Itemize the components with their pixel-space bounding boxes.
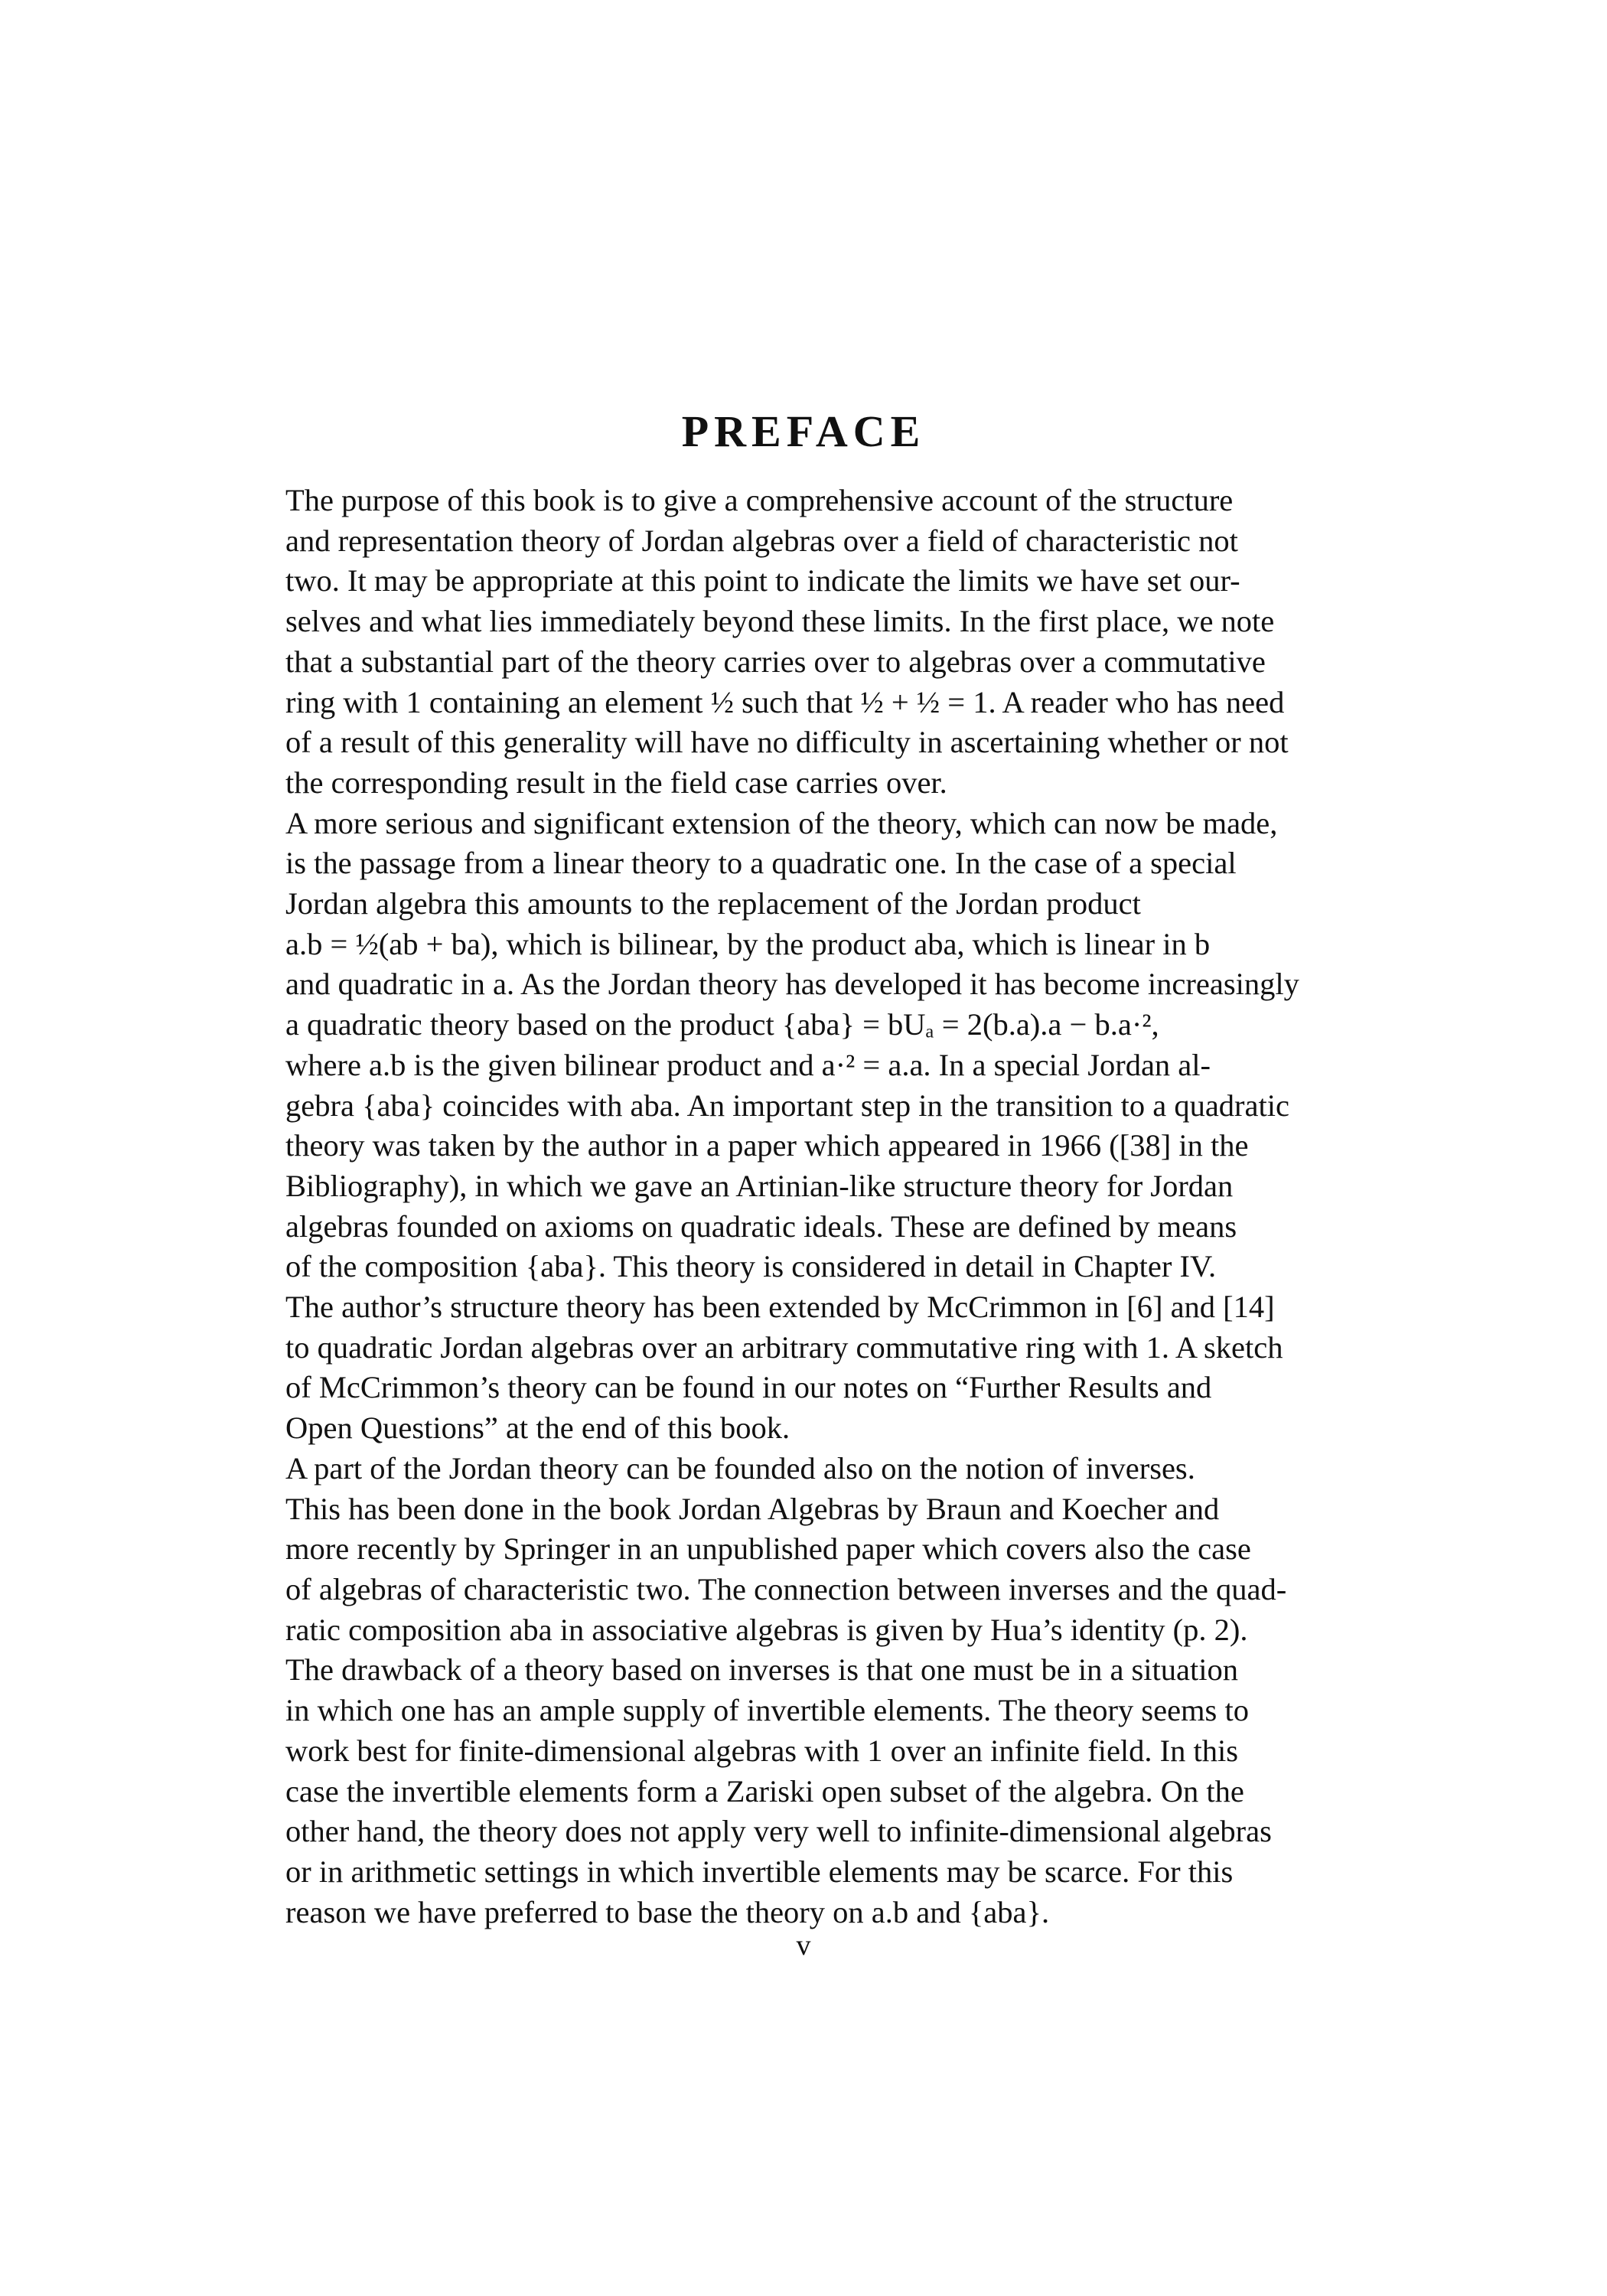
text-line: theory was taken by the author in a paper which appeared in 1966 ([38] in the	[285, 1128, 1249, 1163]
text-line: in which one has an ample supply of invertible elements. The theory seems to	[285, 1693, 1249, 1728]
text-line: The drawback of a theory based on inverses is that one must be in a situation	[285, 1652, 1239, 1688]
text-line: selves and what lies immediately beyond these limits. In the first place, we note	[285, 604, 1275, 639]
text-line: algebras founded on axioms on quadratic ideals. These are defined by means	[285, 1208, 1237, 1244]
text-line: The author’s structure theory has been extended by McCrimmon in [6] and [14]	[285, 1290, 1275, 1325]
text-line: other hand, the theory does not apply very well to infinite-dimensional algebras	[285, 1814, 1272, 1849]
text-line: ring with 1 containing an element ½ such that ½ + ½ = 1. A reader who has need	[285, 684, 1285, 719]
text-line: where a.b is the given bilinear product and a·² = a.a. In a special Jordan al-	[285, 1047, 1211, 1082]
text-line: This has been done in the book Jordan Algebras by Braun and Koecher and	[285, 1491, 1220, 1526]
text-line: The purpose of this book is to give a comprehensive account of the structure	[285, 483, 1234, 517]
text-line: of algebras of characteristic two. The connection between inverses and the quad-	[285, 1571, 1287, 1606]
text-line: Bibliography), in which we gave an Artinian-like structure theory for Jordan	[285, 1168, 1234, 1203]
text-line: two. It may be appropriate at this point to indicate the limits we have set our-	[285, 563, 1240, 598]
text-line: A more serious and significant extension of the theory, which can now be made,	[285, 805, 1278, 840]
text-line: Open Questions” at the end of this book.	[285, 1411, 790, 1446]
text-line: that a substantial part of the theory carries over to algebras over a commutative	[285, 644, 1266, 679]
text-line: of McCrimmon’s theory can be found in our notes on “Further Results and	[285, 1370, 1212, 1405]
text-line: a quadratic theory based on the product {aba} = bUₐ = 2(b.a).a − b.a·²,	[285, 1007, 1159, 1042]
text-line: Jordan algebra this amounts to the replacement of the Jordan product	[285, 886, 1141, 921]
text-line: the corresponding result in the field case carries over.	[285, 765, 947, 800]
paragraph-2	[255, 804, 1354, 1449]
text-line: is the passage from a linear theory to a quadratic one. In the case of a special	[285, 846, 1237, 881]
text-line: ratic composition aba in associative algebras is given by Hua’s identity (p. 2).	[285, 1612, 1248, 1647]
preface-body	[255, 481, 1354, 1932]
text-line: a.b = ½(ab + ba), which is bilinear, by the product aba, which is linear in b	[285, 926, 1211, 961]
text-line: work best for finite-dimensional algebras with 1 over an infinite field. In this	[285, 1733, 1239, 1768]
text-line: A part of the Jordan theory can be founded also on the notion of inverses.	[285, 1450, 1195, 1486]
paragraph-1	[255, 481, 1354, 804]
text-line: of a result of this generality will have no difficulty in ascertaining whether or not	[285, 725, 1289, 760]
text-line: more recently by Springer in an unpublished paper which covers also the case	[285, 1531, 1251, 1567]
text-line: or in arithmetic settings in which invertible elements may be scarce. For this	[285, 1854, 1234, 1889]
text-line: gebra {aba} coincides with aba. An important step in the transition to a quadratic	[285, 1088, 1289, 1123]
text-line: case the invertible elements form a Zariski open subset of the algebra. On the	[285, 1773, 1244, 1808]
text-line: reason we have preferred to base the theory on a.b and {aba}.	[285, 1894, 1050, 1929]
page-title: PREFACE	[681, 406, 926, 456]
paragraph-3	[255, 1449, 1354, 1932]
text-line: and representation theory of Jordan algebras over a field of characteristic not	[285, 523, 1238, 558]
text-line: to quadratic Jordan algebras over an arbitrary commutative ring with 1. A sketch	[285, 1329, 1283, 1365]
text-line: of the composition {aba}. This theory is considered in detail in Chapter IV.	[285, 1249, 1217, 1284]
page-number: v	[796, 1929, 811, 1962]
text-line: and quadratic in a. As the Jordan theory has developed it has become increasingly	[285, 967, 1299, 1002]
